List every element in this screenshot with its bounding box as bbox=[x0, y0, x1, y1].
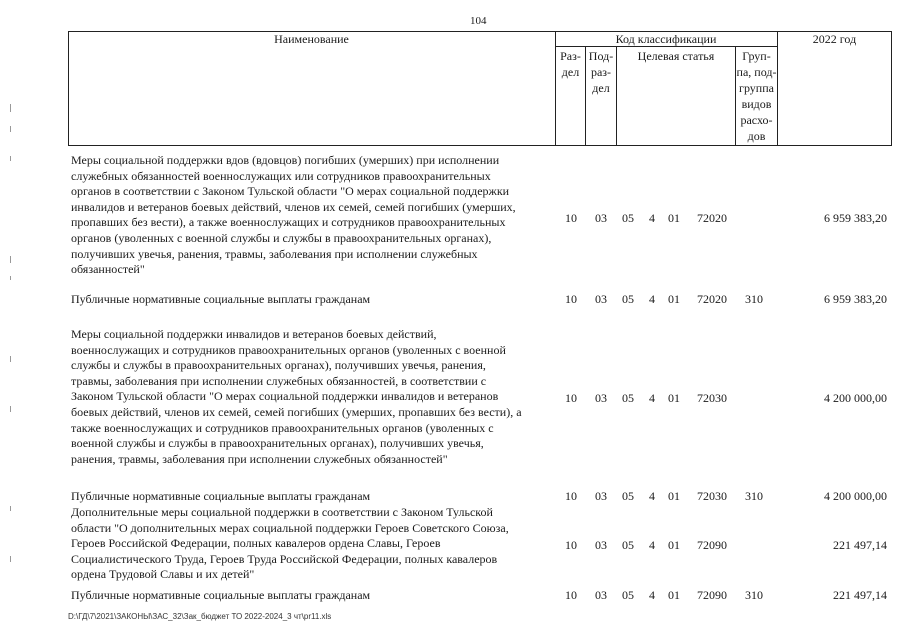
header-subsection: Под- раз- дел bbox=[588, 49, 614, 95]
row-ts2: 4 bbox=[649, 211, 655, 225]
row-amount: 6 959 383,20 bbox=[824, 292, 887, 306]
row-razdel: 10 bbox=[565, 538, 577, 552]
row-razdel: 10 bbox=[565, 391, 577, 405]
row-ts1: 05 bbox=[622, 489, 634, 503]
header-expense-group: Груп- па, под- группа видов расхо- дов bbox=[736, 49, 777, 143]
row-ts3: 01 bbox=[668, 391, 680, 405]
row-ts3: 01 bbox=[668, 489, 680, 503]
header-year: 2022 год bbox=[812, 32, 857, 46]
row-ts2: 4 bbox=[649, 292, 655, 306]
row-name: Публичные нормативные социальные выплаты гражданам bbox=[71, 588, 371, 602]
row-podrazdel: 03 bbox=[595, 538, 607, 552]
row-ts2: 4 bbox=[649, 538, 655, 552]
row-podrazdel: 03 bbox=[595, 211, 607, 225]
row-ts1: 05 bbox=[622, 292, 634, 306]
row-ts1: 05 bbox=[622, 538, 634, 552]
header-target: Целевая статья bbox=[637, 49, 715, 63]
row-razdel: 10 bbox=[565, 588, 577, 602]
header-section: Раз- дел bbox=[560, 49, 581, 79]
row-name: Публичные нормативные социальные выплаты гражданам bbox=[71, 292, 371, 306]
row-ts1: 05 bbox=[622, 211, 634, 225]
row-podrazdel: 03 bbox=[595, 588, 607, 602]
file-path-footer: D:\ГД\7\2021\ЗАКОНЫ\ЗАС_32\Зак_бюджет ТО 2022-2024_3 чт\pr11.xls bbox=[68, 612, 332, 621]
row-amount: 221 497,14 bbox=[833, 588, 887, 602]
row-vr: 310 bbox=[745, 588, 763, 602]
row-podrazdel: 03 bbox=[595, 292, 607, 306]
row-ts3: 01 bbox=[668, 292, 680, 306]
row-amount: 6 959 383,20 bbox=[824, 211, 887, 225]
row-ts4: 72090 bbox=[697, 538, 727, 552]
table-header bbox=[68, 31, 892, 146]
row-ts1: 05 bbox=[622, 588, 634, 602]
page-number: 104 bbox=[470, 15, 487, 27]
row-name: Меры социальной поддержки инвалидов и ветеранов боевых действий, военнослужащих и сотрудников правоохранительных органов (уволенных с военной службы и службы в правоохранительных органах), получивших увечья, ранения, травмы, заболевания при исполнении служебных обязанностей, в соответствии с Законом Тульской области "О мерах социальной поддержки инвалидов и ветеранов боевых действий, членов их семей, семей погибших (умерших, пропавших без вести), а также военнослужащих и сотрудников правоохранительных органов (уволенных с военной службы и службы в правоохранительных органах), получивших увечья, ранения, травмы, заболевания при исполнении служебных обязанностей" bbox=[71, 327, 522, 466]
row-amount: 221 497,14 bbox=[833, 538, 887, 552]
row-ts4: 72020 bbox=[697, 292, 727, 306]
row-ts4: 72090 bbox=[697, 588, 727, 602]
row-vr: 310 bbox=[745, 292, 763, 306]
row-name: Публичные нормативные социальные выплаты гражданам bbox=[71, 489, 371, 503]
row-podrazdel: 03 bbox=[595, 391, 607, 405]
row-ts1: 05 bbox=[622, 391, 634, 405]
header-name: Наименование bbox=[274, 32, 349, 46]
row-ts3: 01 bbox=[668, 588, 680, 602]
row-ts4: 72030 bbox=[697, 391, 727, 405]
row-ts2: 4 bbox=[649, 588, 655, 602]
row-ts4: 72020 bbox=[697, 211, 727, 225]
row-ts2: 4 bbox=[649, 391, 655, 405]
row-name: Меры социальной поддержки вдов (вдовцов) погибших (умерших) при исполнении служебных обязанностей военнослужащих или сотрудников правоохранительных органов в соответствии с Законом Тульской области "О мерах социальной поддержки инвалидов и ветеранов боевых действий, членов их семей, семей погибших (умерших, пропавших без вести), а также военнослужащих и сотрудников правоохранительных органов (уволенных с военной службы и службы в правоохранительных органах), получивших увечья, ранения, травмы, заболевания при исполнении служебных обязанностей" bbox=[71, 153, 516, 277]
row-vr: 310 bbox=[745, 489, 763, 503]
row-razdel: 10 bbox=[565, 211, 577, 225]
row-ts3: 01 bbox=[668, 538, 680, 552]
row-ts2: 4 bbox=[649, 489, 655, 503]
scan-marks bbox=[10, 100, 14, 600]
row-ts3: 01 bbox=[668, 211, 680, 225]
row-amount: 4 200 000,00 bbox=[824, 489, 887, 503]
row-podrazdel: 03 bbox=[595, 489, 607, 503]
header-code-group: Код классификации bbox=[615, 32, 717, 46]
row-razdel: 10 bbox=[565, 292, 577, 306]
row-ts4: 72030 bbox=[697, 489, 727, 503]
row-name: Дополнительные меры социальной поддержки в соответствии с Законом Тульской области "О дополнительных мерах социальной поддержки Героев Советского Союза, Героев Российской Федерации, полных кавалеров ордена Славы, Героев Социалистического Труда, Героев Труда Российской Федерации, полных кавалеров ордена Трудовой Славы и их детей" bbox=[71, 505, 509, 582]
row-amount: 4 200 000,00 bbox=[824, 391, 887, 405]
row-razdel: 10 bbox=[565, 489, 577, 503]
